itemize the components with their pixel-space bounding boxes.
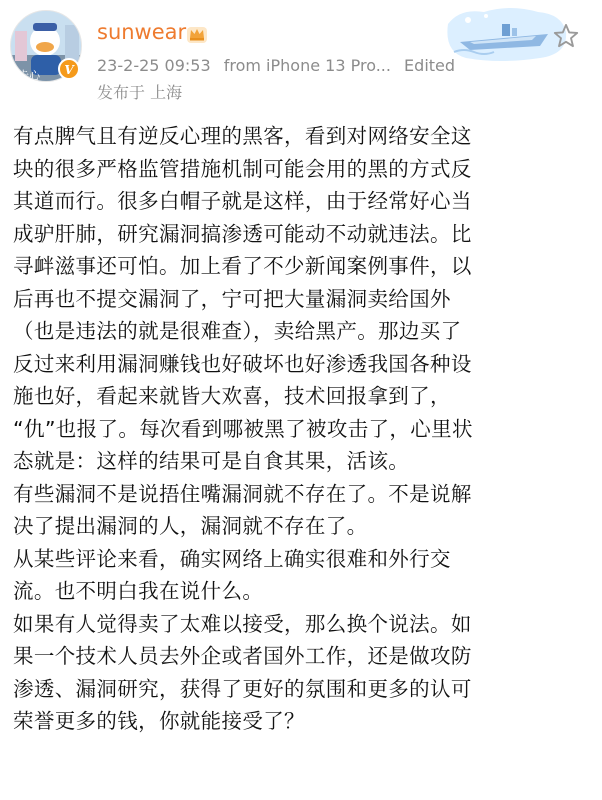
post-line: 施也好，看起来就皆大欢喜，技术回报拿到了， <box>13 384 451 408</box>
username[interactable]: sunwear <box>97 20 187 44</box>
post-line: 荣誉更多的钱，你就能接受了？ <box>13 709 305 733</box>
post-line: 渗透、漏洞研究，获得了更好的氛围和更多的认可 <box>13 676 472 701</box>
post-line: 有点脾气且有逆反心理的黑客，看到对网络安全这 <box>13 124 472 148</box>
post-line: 块的很多严格监管措施机制可能会用的黑的方式反 <box>13 156 472 181</box>
post-line: 成驴肝肺，研究漏洞搞渗透可能动不动就违法。比 <box>13 221 472 246</box>
post-line: 如果有人觉得卖了太难以接受，那么换个说法。如 <box>13 611 472 636</box>
post-meta <box>97 56 463 75</box>
verified-badge-icon: V <box>58 58 80 80</box>
post-source[interactable]: from iPhone 13 Pro... <box>223 56 391 75</box>
edited-label[interactable]: Edited <box>404 56 456 75</box>
post-line: 从某些评论来看，确实网络上确实很难和外行交 <box>13 546 451 571</box>
post-line: 反过来利用漏洞赚钱也好破坏也好渗透我国各种设 <box>13 351 472 376</box>
post-line: 决了提出漏洞的人，漏洞就不存在了。 <box>13 514 368 538</box>
post-line: 后再也不提交漏洞了，宁可把大量漏洞卖给国外 <box>13 286 451 311</box>
post-line: 果一个技术人员去外企或者国外工作，还是做攻防 <box>13 644 472 668</box>
post-line: 流。也不明白我在说什么。 <box>13 579 264 603</box>
post-location: 发布于 上海 <box>97 83 183 102</box>
post-header <box>0 0 602 120</box>
svg-text:卡心: 卡心 <box>18 69 40 82</box>
post-line: “仇”也报了。每次看到哪被黑了被攻击了，心里状 <box>13 416 473 441</box>
post-line: 寻衅滋事还可怕。加上看了不少新闻案例事件，以 <box>13 254 472 278</box>
post-line: 有些漏洞不是说捂住嘴漏洞就不存在了。不是说解 <box>13 481 472 506</box>
post-line: 态就是：这样的结果可是自食其果，活该。 <box>13 449 410 473</box>
star-icon[interactable] <box>552 22 580 50</box>
post-line: 其道而行。很多白帽子就是这样，由于经常好心当 <box>13 189 472 213</box>
crown-icon <box>186 24 208 44</box>
post-body <box>13 120 591 738</box>
post-line: （也是违法的就是很难查），卖给黑产。那边买了 <box>13 319 462 343</box>
ship-card-decoration <box>440 4 570 64</box>
post-timestamp: 23-2-25 09:53 <box>97 56 211 75</box>
